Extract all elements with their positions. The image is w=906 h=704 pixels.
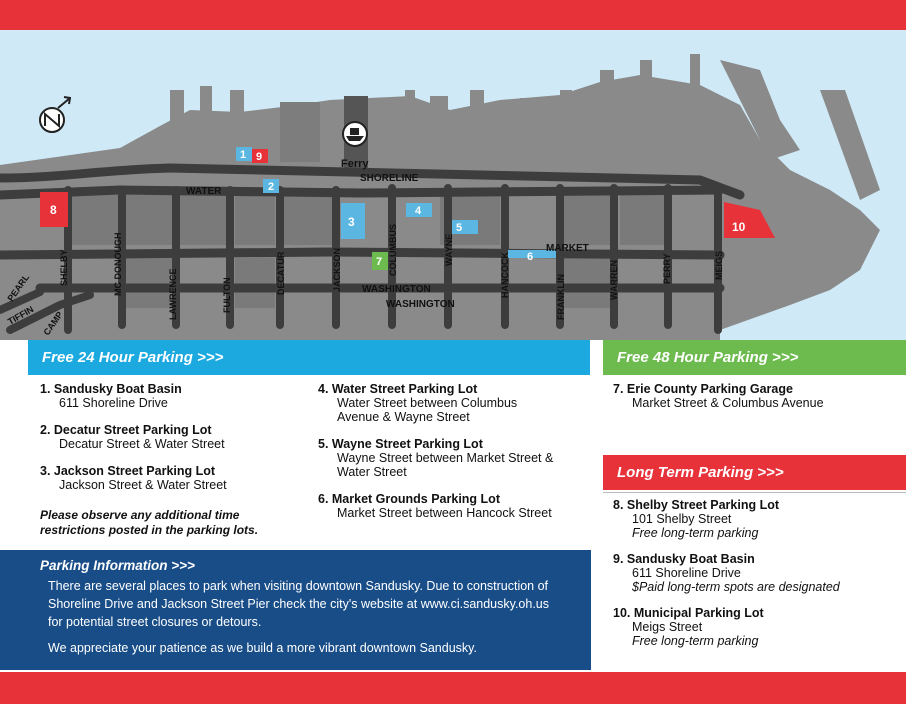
street-label-water: WATER bbox=[186, 186, 222, 197]
long-term-list bbox=[613, 498, 903, 661]
street-label-washington-2: WASHINGTON bbox=[386, 299, 455, 310]
list-item: 1. Sandusky Boat Basin 611 Shoreline Drive bbox=[40, 382, 182, 410]
pier bbox=[640, 60, 652, 150]
pier bbox=[600, 70, 614, 160]
list-item: 5. Wayne Street Parking Lot Wayne Street between Market Street & Water Street bbox=[318, 437, 554, 479]
free-24-list-right bbox=[318, 382, 590, 533]
svg-text:8: 8 bbox=[50, 203, 57, 217]
pier bbox=[520, 98, 540, 158]
pier bbox=[170, 90, 184, 160]
street-label-lawrence: LAWRENCE bbox=[168, 268, 178, 320]
street-label-warren: WARREN bbox=[609, 260, 619, 300]
breakwall bbox=[820, 90, 880, 200]
svg-text:2: 2 bbox=[268, 181, 275, 193]
street-label-tiffin: TIFFIN bbox=[6, 304, 36, 327]
marker-5[interactable] bbox=[452, 220, 478, 234]
info-paragraph-2: We appreciate your patience as we build a more vibrant downtown Sandusky. bbox=[48, 641, 477, 655]
street-label-meigs: MEIGS bbox=[714, 250, 724, 280]
pier bbox=[200, 86, 212, 156]
street-label-market: MARKET bbox=[546, 243, 589, 254]
street-label-franklin: FRANKLIN bbox=[556, 274, 566, 320]
marker-1[interactable] bbox=[236, 147, 252, 161]
svg-text:7: 7 bbox=[376, 256, 383, 268]
free-48-header: Free 48 Hour Parking >>> bbox=[603, 340, 906, 375]
svg-text:5: 5 bbox=[456, 222, 463, 234]
pier bbox=[280, 102, 320, 162]
list-item: 3. Jackson Street Parking Lot Jackson Street & Water Street bbox=[40, 464, 227, 492]
svg-text:9: 9 bbox=[256, 151, 263, 163]
pier bbox=[230, 90, 244, 156]
svg-text:10: 10 bbox=[732, 220, 746, 234]
ferry-label: Ferry bbox=[341, 158, 369, 170]
long-term-divider bbox=[603, 492, 906, 493]
free-48-list bbox=[613, 382, 903, 423]
marker-2[interactable] bbox=[263, 179, 279, 193]
street-label-camp: CAMP bbox=[41, 309, 65, 338]
parking-information-header: Parking Information >>> bbox=[40, 558, 195, 573]
marker-7[interactable] bbox=[372, 252, 388, 270]
pier bbox=[690, 54, 700, 154]
svg-text:6: 6 bbox=[527, 251, 534, 263]
svg-text:1: 1 bbox=[240, 149, 247, 161]
parking-map[interactable] bbox=[0, 30, 906, 340]
compass-icon bbox=[40, 97, 70, 132]
street-label-jackson: JACKSON bbox=[332, 247, 342, 292]
street-label-wayne: WAYNE bbox=[444, 233, 454, 266]
info-paragraph: There are several places to park when visiting downtown Sandusky. Due to construction of Shoreline Drive and Jackson Street Pier check the city's website at www.ci.sandusky.oh.us for potential street closures or detours. bbox=[48, 579, 549, 629]
street-label-columbus: COLUMBUS bbox=[388, 224, 398, 276]
marker-8[interactable] bbox=[40, 192, 68, 227]
street-label-perry: PERRY bbox=[662, 253, 672, 284]
time-restriction-note: Please observe any additional time restrictions posted in the parking lots. bbox=[40, 508, 259, 537]
svg-text:3: 3 bbox=[348, 215, 355, 229]
street-label-washington: WASHINGTON bbox=[362, 284, 431, 295]
pier bbox=[405, 90, 415, 150]
marker-4[interactable] bbox=[406, 203, 432, 217]
marker-3[interactable] bbox=[341, 203, 365, 239]
street-label-pearl: PEARL bbox=[5, 272, 32, 304]
pier bbox=[430, 96, 448, 156]
street-label-shoreline: SHORELINE bbox=[360, 173, 419, 184]
list-item: 7. Erie County Parking Garage Market Street & Columbus Avenue bbox=[613, 382, 824, 410]
street-label-shelby: SHELBY bbox=[59, 249, 69, 286]
street-label-fulton: FULTON bbox=[222, 277, 232, 313]
street-label-mcdonough: MC DONOUGH bbox=[113, 232, 123, 296]
svg-text:4: 4 bbox=[415, 205, 422, 217]
list-item: 2. Decatur Street Parking Lot Decatur Street & Water Street bbox=[40, 423, 225, 451]
top-banner bbox=[0, 0, 906, 30]
ferry-icon bbox=[343, 122, 367, 146]
bottom-banner bbox=[0, 672, 906, 704]
list-item: 9. Sandusky Boat Basin 611 Shoreline Drive $Paid long-term spots are designated bbox=[613, 552, 840, 594]
map-graphic bbox=[0, 30, 906, 340]
parking-information-box bbox=[0, 550, 591, 670]
long-term-header: Long Term Parking >>> bbox=[603, 455, 906, 490]
pier bbox=[560, 90, 572, 150]
marker-9[interactable] bbox=[252, 149, 268, 163]
free-24-header: Free 24 Hour Parking >>> bbox=[28, 340, 590, 375]
list-item: 10. Municipal Parking Lot Meigs Street Free long-term parking bbox=[613, 606, 764, 648]
list-item: 4. Water Street Parking Lot Water Street between Columbus Avenue & Wayne Street bbox=[318, 382, 518, 424]
list-item: 6. Market Grounds Parking Lot Market Street between Hancock Street bbox=[318, 492, 552, 520]
list-item: 8. Shelby Street Parking Lot 101 Shelby Street Free long-term parking bbox=[613, 498, 780, 540]
street-label-decatur: DECATUR bbox=[276, 251, 286, 295]
pier bbox=[470, 90, 484, 156]
free-24-list-left bbox=[40, 382, 310, 538]
street-label-hancock: HANCOCK bbox=[500, 252, 510, 298]
